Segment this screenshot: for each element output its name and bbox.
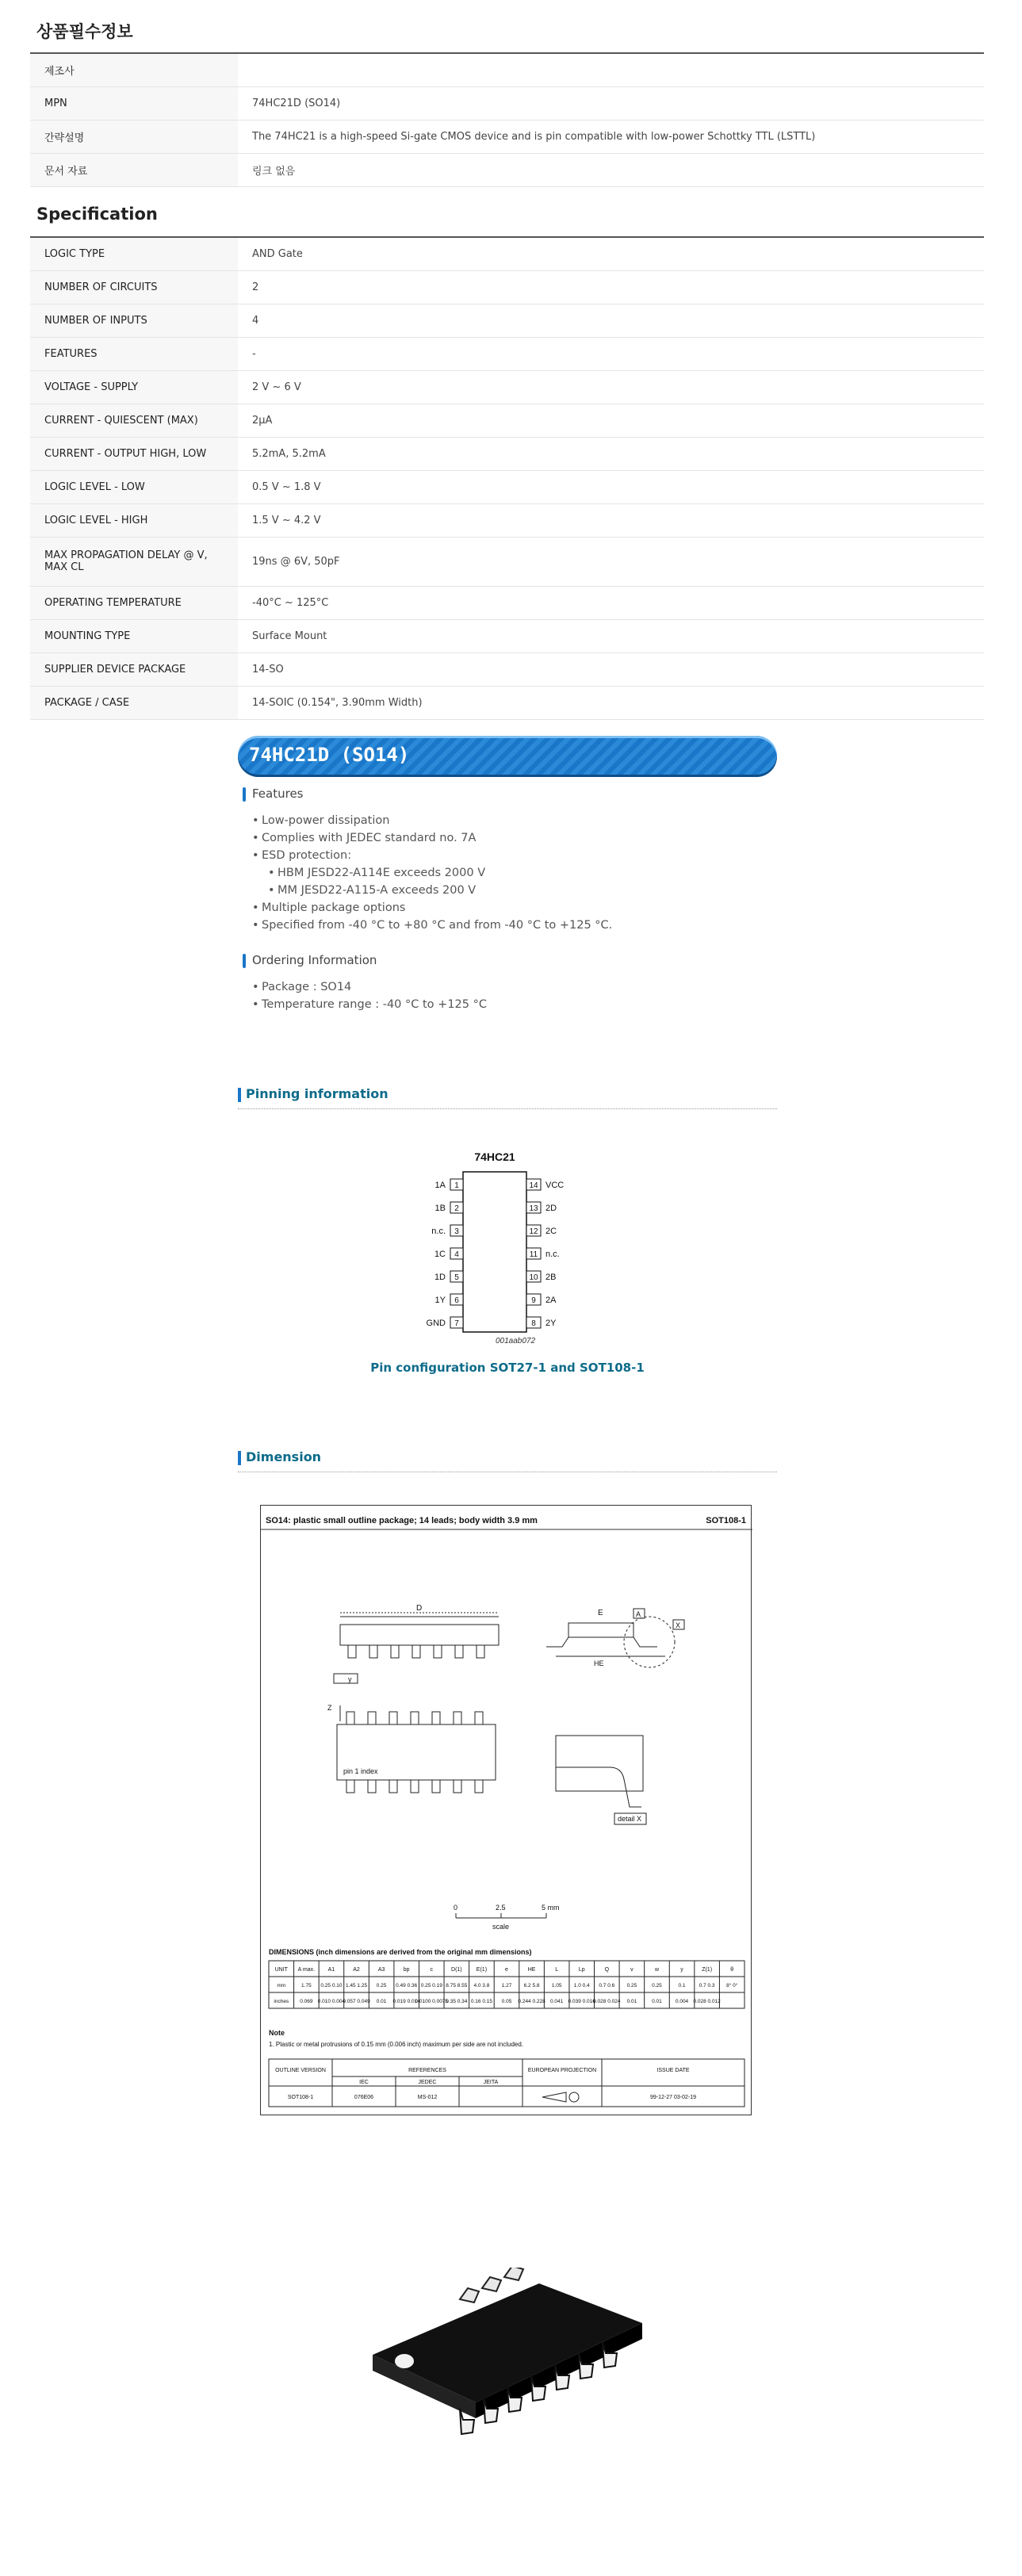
table-row [30, 503, 984, 537]
lead [432, 1712, 440, 1724]
table-row [30, 337, 984, 370]
specification-table [30, 236, 984, 720]
row-value: 14-SOIC (0.154", 3.90mm Width) [238, 686, 984, 719]
chip-3d-image [341, 2268, 658, 2458]
pin-name: 2C [545, 1227, 557, 1236]
dim-cell: inches [274, 1999, 289, 2004]
table-row [30, 537, 984, 586]
lead [346, 1712, 354, 1724]
row-label: LOGIC LEVEL - HIGH [30, 503, 238, 537]
outline-table [269, 2059, 744, 2107]
pin-number: 11 [529, 1250, 538, 1259]
label-d: D [416, 1604, 423, 1613]
product-info-title: 상품필수정보 [36, 22, 133, 41]
features-heading [243, 787, 304, 802]
list-item: • Temperature range : -40 °C to +125 °C [252, 996, 487, 1013]
dim-cell: 1.0 0.4 [573, 1983, 590, 1988]
package-pin-view [337, 1705, 496, 1793]
scale-5: 5 mm [542, 1904, 560, 1912]
pin-number: 7 [454, 1319, 459, 1328]
label-pin1: pin 1 index [343, 1767, 378, 1775]
table-row [30, 304, 984, 337]
dimension-drawing [260, 1505, 752, 2115]
dim-cell: 0.05 [501, 1999, 512, 2004]
outline-head: OUTLINE VERSION [275, 2068, 326, 2073]
row-value: 링크 없음 [238, 153, 984, 186]
lead [368, 1780, 376, 1793]
scale-label: scale [492, 1923, 510, 1931]
pin-name: 1D [434, 1273, 446, 1282]
row-value: 5.2mA, 5.2mA [238, 437, 984, 470]
row-label: FEATURES [30, 337, 238, 370]
dim-col-header: A2 [353, 1967, 360, 1973]
label-a: A [636, 1610, 641, 1618]
list-item: • Complies with JEDEC standard no. 7A [252, 829, 612, 847]
dim-cell: 6.2 5.8 [523, 1983, 540, 1988]
pin-number: 10 [529, 1273, 538, 1282]
outline-cell: 076E06 [354, 2095, 374, 2100]
dim-col-header: Q [604, 1967, 610, 1973]
dim-cell: 0.7 0.6 [599, 1983, 615, 1988]
list-item: • MM JESD22-A115-A exceeds 200 V [252, 882, 612, 899]
dim-cell: 8° 0° [726, 1983, 738, 1988]
features-heading-label: Features [252, 787, 304, 801]
pin-diagram [396, 1146, 618, 1353]
dim-cell: 0.069 [300, 1999, 313, 2004]
table-row [30, 586, 984, 619]
pin-name: VCC [545, 1181, 565, 1190]
list-item: • Specified from -40 °C to +80 °C and from -40 °C to +125 °C. [252, 917, 612, 934]
pin-name: 2D [545, 1204, 557, 1213]
dim-cell: 1.45 1.25 [345, 1983, 368, 1988]
table-row [30, 237, 984, 270]
table-row [30, 270, 984, 304]
dim-code: SOT108-1 [706, 1516, 746, 1525]
dim-col-header: UNIT [274, 1967, 288, 1973]
dim-table [269, 1961, 744, 2008]
heading-marker [243, 954, 246, 968]
row-value: 2µA [238, 404, 984, 437]
pin-name: 1B [434, 1204, 446, 1213]
pin-number: 4 [454, 1250, 459, 1259]
pinning-caption: Pin configuration SOT27-1 and SOT108-1 [370, 1361, 645, 1375]
projection-icon [542, 2092, 566, 2102]
row-value: -40°C ~ 125°C [238, 586, 984, 619]
dim-cell: 0.0100 0.0075 [415, 1999, 449, 2004]
dim-col-header: bp [403, 1967, 410, 1973]
row-label: MOUNTING TYPE [30, 619, 238, 653]
dim-cell: 0.041 [550, 1999, 564, 2004]
table-row [30, 86, 984, 120]
lead [455, 1645, 463, 1658]
dim-col-header: HE [527, 1967, 536, 1973]
table-row [30, 53, 984, 86]
outline-head: EUROPEAN PROJECTION [527, 2068, 597, 2073]
pin-number: 1 [454, 1181, 459, 1190]
pin-name: n.c. [545, 1250, 560, 1259]
list-item: • HBM JESD22-A114E exceeds 2000 V [252, 864, 612, 882]
pin-diagram-title: 74HC21 [474, 1150, 515, 1163]
dim-note-title: Note [269, 2029, 285, 2037]
pin-name: n.c. [431, 1227, 446, 1236]
row-value: AND Gate [238, 237, 984, 270]
y-marker [334, 1674, 358, 1683]
lead [346, 1780, 354, 1793]
lead [475, 1712, 483, 1724]
dim-cell: mm [277, 1983, 286, 1988]
pin-number: 12 [529, 1227, 538, 1236]
dim-cell: 0.01 [376, 1999, 387, 2004]
row-label: PACKAGE / CASE [30, 686, 238, 719]
pin-name: 2Y [545, 1319, 557, 1328]
dim-cell: 0.028 0.012 [693, 1999, 721, 2004]
dim-cell: 0.25 [626, 1983, 637, 1988]
package-top-view [340, 1613, 499, 1658]
dim-cell: 4.0 3.8 [473, 1983, 490, 1988]
outline-cell: 99-12-27 03-02-19 [650, 2095, 696, 2100]
list-item: • Low-power dissipation [252, 812, 612, 829]
pin-number: 9 [531, 1296, 536, 1305]
table-row [30, 153, 984, 186]
pin-number: 2 [454, 1204, 459, 1213]
dim-cell: 0.7 0.3 [699, 1983, 715, 1988]
pin1-dot [395, 2354, 414, 2368]
pin-name: 2A [545, 1296, 557, 1305]
banner-title: 74HC21D (SO14) [249, 744, 410, 766]
row-label: 문서 자료 [30, 153, 238, 186]
dim-cell: 0.49 0.36 [396, 1983, 418, 1988]
lead [389, 1712, 397, 1724]
row-value: 1.5 V ~ 4.2 V [238, 503, 984, 537]
scale-bar [456, 1913, 546, 1918]
table-row [30, 686, 984, 719]
ordering-heading-label: Ordering Information [252, 953, 377, 967]
heading-marker [243, 787, 246, 802]
pin-number: 8 [531, 1319, 536, 1328]
table-row [30, 120, 984, 153]
dim-cell: 0.019 0.014 [392, 1999, 420, 2004]
lead [432, 1780, 440, 1793]
table-row [30, 653, 984, 686]
lead [368, 1712, 376, 1724]
outline-sub-head: JEITA [483, 2080, 499, 2085]
label-z: Z [327, 1704, 332, 1712]
dim-col-header: y [680, 1967, 683, 1973]
row-label: 제조사 [30, 53, 238, 86]
list-item: • Multiple package options [252, 899, 612, 917]
specification-title: Specification [36, 205, 158, 224]
table-row [30, 470, 984, 503]
row-label: CURRENT - OUTPUT HIGH, LOW [30, 437, 238, 470]
pinning-heading-label: Pinning information [246, 1086, 389, 1101]
dim-col-header: Lp [578, 1967, 585, 1973]
label-e: E [598, 1609, 603, 1617]
row-label: NUMBER OF CIRCUITS [30, 270, 238, 304]
dim-cell: 0.16 0.15 [470, 1999, 492, 2004]
dim-table-title: DIMENSIONS (inch dimensions are derived from the original mm dimensions) [269, 1948, 532, 1956]
pin-diagram-code: 001aab072 [495, 1337, 536, 1345]
outline-cell: SOT108-1 [287, 2095, 314, 2100]
lead [389, 1780, 397, 1793]
features-list [252, 812, 612, 934]
row-value: 4 [238, 304, 984, 337]
dim-cell: 0.028 0.024 [593, 1999, 621, 2004]
dim-cell: 0.35 0.34 [446, 1999, 468, 2004]
pin-name: 2B [545, 1273, 557, 1282]
pin-name: GND [426, 1319, 446, 1328]
outline-head: REFERENCES [408, 2068, 446, 2073]
row-label: OPERATING TEMPERATURE [30, 586, 238, 619]
product-info-table [30, 52, 984, 187]
dim-col-header: A max. [297, 1967, 316, 1973]
lead [477, 1645, 484, 1658]
ordering-heading [243, 953, 377, 968]
dim-cell: 0.25 0.19 [420, 1983, 442, 1988]
row-label: LOGIC LEVEL - LOW [30, 470, 238, 503]
dim-col-header: θ [730, 1967, 734, 1973]
pin-name: 1C [434, 1250, 446, 1259]
pin-number: 14 [529, 1181, 538, 1190]
dim-col-header: A3 [377, 1967, 385, 1973]
row-value: 0.5 V ~ 1.8 V [238, 470, 984, 503]
dim-col-header: Z(1) [702, 1967, 713, 1973]
lead [475, 1780, 483, 1793]
dim-col-header: E(1) [476, 1967, 488, 1973]
dim-cell: 0.004 [675, 1999, 689, 2004]
dim-cell: 0.01 [652, 1999, 662, 2004]
dim-col-header: c [430, 1967, 434, 1973]
lead [348, 1645, 356, 1658]
pin-name: 1Y [434, 1296, 446, 1305]
table-row [30, 370, 984, 404]
dim-cell: 0.010 0.004 [317, 1999, 346, 2004]
row-label: CURRENT - QUIESCENT (MAX) [30, 404, 238, 437]
row-label: LOGIC TYPE [30, 237, 238, 270]
dimension-heading-label: Dimension [246, 1449, 322, 1464]
list-item: • Package : SO14 [252, 978, 487, 996]
row-label: 간략설명 [30, 120, 238, 153]
scale-25: 2.5 [496, 1904, 506, 1912]
pin-name: 1A [434, 1181, 446, 1190]
lead [369, 1645, 377, 1658]
row-value: 14-SO [238, 653, 984, 686]
package-outline-drawing [261, 1506, 752, 2116]
dimension-heading [238, 1449, 777, 1472]
dim-col-header: A1 [327, 1967, 335, 1973]
chip-body [463, 1172, 526, 1332]
dim-cell: 1.27 [501, 1983, 512, 1988]
pin-number: 3 [454, 1227, 459, 1236]
dim-cell: 8.75 8.55 [446, 1983, 468, 1988]
outline-cell: MS-012 [417, 2095, 438, 2100]
lead [454, 1712, 461, 1724]
dim-cell: 0.25 [376, 1983, 387, 1988]
outline-head: ISSUE DATE [656, 2068, 690, 2073]
dim-col-header: v [630, 1967, 633, 1973]
dim-cell: 0.057 0.049 [343, 1999, 370, 2004]
pin-number: 5 [454, 1273, 459, 1282]
pinning-heading [238, 1086, 777, 1109]
list-item: • ESD protection: [252, 847, 612, 864]
pin-number: 13 [529, 1204, 538, 1213]
table-row [30, 404, 984, 437]
label-y: y [348, 1675, 352, 1683]
row-value: The 74HC21 is a high-speed Si-gate CMOS device and is pin compatible with low-power Schottky TTL (LSTTL) [238, 120, 984, 153]
dim-col-header: e [505, 1967, 508, 1973]
dim-col-header: D(1) [451, 1967, 462, 1973]
dim-title: SO14: plastic small outline package; 14 leads; body width 3.9 mm [266, 1516, 538, 1525]
lead [434, 1645, 442, 1658]
row-value: 74HC21D (SO14) [238, 86, 984, 120]
dim-cell: 1.75 [301, 1983, 312, 1988]
label-x: X [676, 1621, 681, 1629]
dim-cell: 0.244 0.228 [518, 1999, 545, 2004]
projection-icon [569, 2092, 579, 2102]
row-value: - [238, 337, 984, 370]
lead [411, 1780, 419, 1793]
dim-cell: 0.039 0.016 [568, 1999, 595, 2004]
pin-number: 6 [454, 1296, 459, 1305]
table-row [30, 619, 984, 653]
dim-cell: 0.01 [626, 1999, 637, 2004]
lead [411, 1712, 419, 1724]
label-he: HE [594, 1659, 604, 1667]
outline-sub-head: IEC [359, 2080, 369, 2085]
row-label: SUPPLIER DEVICE PACKAGE [30, 653, 238, 686]
row-value: 2 [238, 270, 984, 304]
table-row [30, 437, 984, 470]
heading-marker [238, 1088, 241, 1102]
row-label: MAX PROPAGATION DELAY @ V, MAX CL [30, 537, 238, 586]
lead [391, 1645, 399, 1658]
row-label: NUMBER OF INPUTS [30, 304, 238, 337]
lead [412, 1645, 420, 1658]
row-value [238, 53, 984, 86]
row-value: 19ns @ 6V, 50pF [238, 537, 984, 586]
dim-cell: 0.1 [678, 1983, 686, 1988]
row-label: VOLTAGE - SUPPLY [30, 370, 238, 404]
detail-x-view [556, 1736, 646, 1824]
dim-note: 1. Plastic or metal protrusions of 0.15 mm (0.006 inch) maximum per side are not included. [269, 2041, 524, 2048]
dim-cell: 0.25 0.10 [320, 1983, 343, 1988]
dim-col-header: w [654, 1967, 660, 1973]
heading-marker [238, 1451, 241, 1465]
product-banner [238, 736, 777, 777]
label-detail: detail X [618, 1815, 642, 1823]
scale-0: 0 [454, 1904, 458, 1912]
row-value: Surface Mount [238, 619, 984, 653]
ordering-list [252, 978, 487, 1013]
row-value: 2 V ~ 6 V [238, 370, 984, 404]
dim-cell: 0.25 [652, 1983, 662, 1988]
outline-sub-head: JEDEC [418, 2080, 437, 2085]
lead [454, 1780, 461, 1793]
row-label: MPN [30, 86, 238, 120]
package-side-view [546, 1617, 675, 1667]
dim-col-header: L [555, 1967, 559, 1973]
dim-cell: 1.05 [551, 1983, 562, 1988]
